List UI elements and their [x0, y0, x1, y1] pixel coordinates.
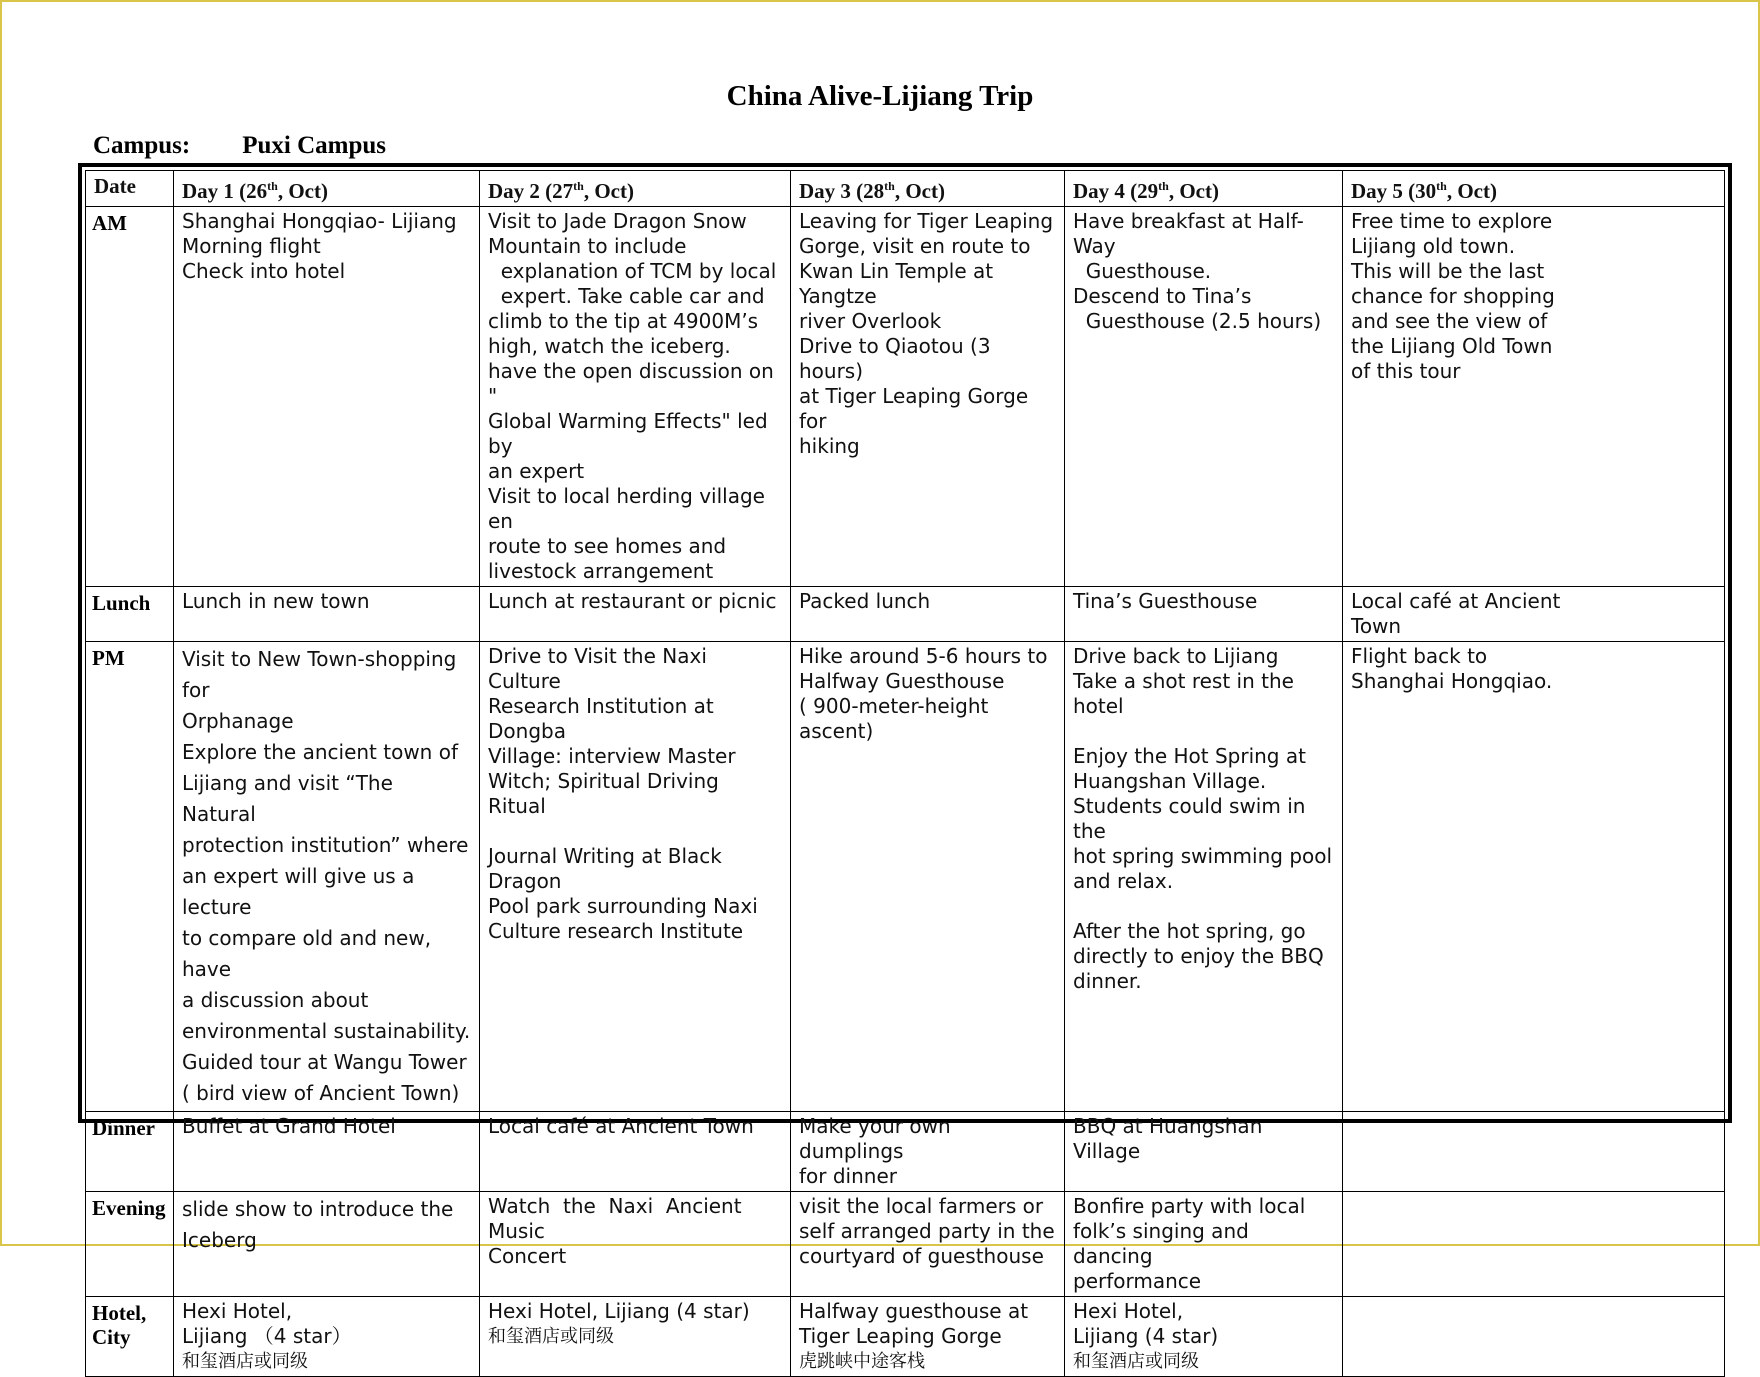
- text-line: folk’s singing and dancing: [1073, 1219, 1256, 1268]
- pm-day-2-part-2: [488, 844, 782, 944]
- text-line: Guesthouse (2.5 hours): [1073, 309, 1322, 333]
- text-line: Explore the ancient town of: [182, 740, 458, 764]
- hotel-day-3-name: [799, 1299, 1056, 1349]
- text-line: Culture research Institute: [488, 919, 744, 943]
- text-line: ( bird view of Ancient Town): [182, 1081, 460, 1105]
- header-row: [86, 171, 1725, 207]
- row-evening: [86, 1192, 1725, 1297]
- text-line: to compare old and new, have: [182, 926, 438, 981]
- campus-line: [93, 132, 386, 160]
- text-line: Students could swim in the: [1073, 794, 1312, 843]
- header-day-5: Day 5 (30th, Oct): [1343, 171, 1725, 207]
- page-title: China Alive-Lijiang Trip: [726, 80, 1034, 112]
- text-line: hiking: [799, 434, 860, 458]
- itinerary-table: [85, 170, 1725, 1377]
- text-line: Flight back to: [1351, 644, 1488, 668]
- evening-day-4: [1065, 1192, 1343, 1297]
- row-am: [86, 207, 1725, 587]
- text-line: climb to the tip at 4900M’s: [488, 309, 759, 333]
- hotel-day-4-name: [1073, 1299, 1334, 1349]
- evening-day-5: [1343, 1192, 1725, 1297]
- text-line: visit the local farmers or: [799, 1194, 1044, 1218]
- text-line: This will be the last: [1351, 259, 1545, 283]
- pm-day-4-part-2: [1073, 744, 1334, 894]
- text-line: Tina’s Guesthouse: [1073, 589, 1258, 613]
- row-label-evening: Evening: [86, 1192, 174, 1297]
- am-day-1: [174, 207, 480, 587]
- text-line: After the hot spring, go: [1073, 919, 1306, 943]
- text-line: Journal Writing at Black Dragon: [488, 844, 729, 893]
- text-line: Lijiang （4 star）: [182, 1324, 352, 1348]
- hotel-day-1-chinese: 和玺酒店或同级: [182, 1351, 308, 1372]
- text-line: route to see homes and: [488, 534, 727, 558]
- row-label-dinner: Dinner: [86, 1112, 174, 1192]
- text-line: expert. Take cable car and: [488, 284, 765, 308]
- hotel-day-2-chinese: 和玺酒店或同级: [488, 1326, 614, 1347]
- text-line: Iceberg: [182, 1228, 257, 1252]
- text-line: for dinner: [799, 1164, 897, 1188]
- text-line: Gorge, visit en route to: [799, 234, 1031, 258]
- text-line: performance: [1073, 1269, 1202, 1293]
- text-line: Watch the Naxi Ancient Music: [488, 1194, 755, 1243]
- pm-day-1: [174, 642, 480, 1112]
- dinner-day-2: [480, 1112, 791, 1192]
- text-line: ( 900-meter-height ascent): [799, 694, 995, 743]
- hotel-day-3-chinese: 虎跳峡中途客栈: [799, 1351, 925, 1372]
- campus-value: Puxi Campus: [242, 132, 387, 159]
- text-line: an expert will give us a lecture: [182, 864, 421, 919]
- text-line: Mountain to include: [488, 234, 687, 258]
- hotel-day-5: [1343, 1297, 1725, 1377]
- row-label-am: AM: [86, 207, 174, 587]
- text-line: Halfway Guesthouse: [799, 669, 1005, 693]
- dinner-day-5: [1343, 1112, 1725, 1192]
- text-line: high, watch the iceberg.: [488, 334, 731, 358]
- text-line: Lijiang old town.: [1351, 234, 1516, 258]
- text-line: Drive to Visit the Naxi Culture: [488, 644, 714, 693]
- hotel-day-2: [480, 1297, 791, 1377]
- text-line: Shanghai Hongqiao.: [1351, 669, 1553, 693]
- pm-day-2-part-1: [488, 644, 782, 819]
- text-line: Guided tour at Wangu Tower: [182, 1050, 467, 1074]
- text-line: Hexi Hotel,: [1073, 1299, 1184, 1323]
- text-line: courtyard of guesthouse: [799, 1244, 1044, 1268]
- text-line: Bonfire party with local: [1073, 1194, 1306, 1218]
- text-line: Lunch in new town: [182, 589, 370, 613]
- text-line: Packed lunch: [799, 589, 931, 613]
- row-label-lunch: Lunch: [86, 587, 174, 642]
- row-lunch: [86, 587, 1725, 642]
- text-line: Witch; Spiritual Driving Ritual: [488, 769, 726, 818]
- text-line: an expert: [488, 459, 585, 483]
- text-line: and see the view of: [1351, 309, 1548, 333]
- am-day-3: [791, 207, 1065, 587]
- lunch-day-5: [1343, 587, 1725, 642]
- text-line: directly to enjoy the BBQ: [1073, 944, 1324, 968]
- hotel-day-3: [791, 1297, 1065, 1377]
- text-line: Have breakfast at Half-Way: [1073, 209, 1304, 258]
- text-line: environmental sustainability.: [182, 1019, 471, 1043]
- hotel-day-4-chinese: 和玺酒店或同级: [1073, 1351, 1199, 1372]
- itinerary-frame: [78, 163, 1732, 1372]
- text-line: Hike around 5-6 hours to: [799, 644, 1048, 668]
- text-line: Visit to local herding village en: [488, 484, 772, 533]
- text-line: hot spring swimming pool: [1073, 844, 1333, 868]
- text-line: Local café at Ancient Town: [488, 1114, 754, 1138]
- text-line: Visit to New Town-shopping for: [182, 647, 463, 702]
- header-day-2: Day 2 (27th, Oct): [480, 171, 791, 207]
- pm-day-4-part-3: [1073, 919, 1334, 994]
- text-line: Drive to Qiaotou (3 hours): [799, 334, 997, 383]
- evening-day-3: [791, 1192, 1065, 1297]
- text-line: Hexi Hotel, Lijiang (4 star): [488, 1299, 750, 1323]
- pm-day-4: [1065, 642, 1343, 1112]
- text-line: have the open discussion on ": [488, 359, 781, 408]
- text-line: Descend to Tina’s: [1073, 284, 1252, 308]
- text-line: Lunch at restaurant or picnic: [488, 589, 777, 613]
- header-day-3: Day 3 (28th, Oct): [791, 171, 1065, 207]
- lunch-day-1: [174, 587, 480, 642]
- text-line: Drive back to Lijiang: [1073, 644, 1279, 668]
- text-line: protection institution” where: [182, 833, 469, 857]
- row-pm: [86, 642, 1725, 1112]
- dinner-day-3: [791, 1112, 1065, 1192]
- text-line: chance for shopping: [1351, 284, 1555, 308]
- text-line: Global Warming Effects" led by: [488, 409, 774, 458]
- header-day-4: Day 4 (29th, Oct): [1065, 171, 1343, 207]
- text-line: Tiger Leaping Gorge: [799, 1324, 1002, 1348]
- pm-day-5: [1343, 642, 1725, 1112]
- text-line: Morning flight: [182, 234, 321, 258]
- row-hotel: [86, 1297, 1725, 1377]
- text-line: Huangshan Village.: [1073, 769, 1267, 793]
- text-line: Check into hotel: [182, 259, 346, 283]
- header-date: Date: [86, 171, 174, 207]
- text-line: and relax.: [1073, 869, 1174, 893]
- text-line: Local café at Ancient: [1351, 589, 1561, 613]
- text-line: Orphanage: [182, 709, 294, 733]
- text-line: explanation of TCM by local: [488, 259, 777, 283]
- hotel-day-2-name: [488, 1299, 782, 1324]
- text-line: Leaving for Tiger Leaping: [799, 209, 1054, 233]
- pm-day-3: [791, 642, 1065, 1112]
- text-line: Shanghai Hongqiao- Lijiang: [182, 209, 457, 233]
- am-day-5: [1343, 207, 1725, 587]
- text-line: dinner.: [1073, 969, 1142, 993]
- row-label-pm: PM: [86, 642, 174, 1112]
- text-line: Research Institution at Dongba: [488, 694, 721, 743]
- text-line: a discussion about: [182, 988, 369, 1012]
- text-line: Guesthouse.: [1073, 259, 1212, 283]
- am-day-2: [480, 207, 791, 587]
- text-line: river Overlook: [799, 309, 942, 333]
- lunch-day-3: [791, 587, 1065, 642]
- text-line: Free time to explore: [1351, 209, 1553, 233]
- lunch-day-4: [1065, 587, 1343, 642]
- text-line: Village: interview Master: [488, 744, 736, 768]
- hotel-day-1-name: [182, 1299, 471, 1349]
- text-line: at Tiger Leaping Gorge for: [799, 384, 1048, 433]
- hotel-day-1: [174, 1297, 480, 1377]
- text-line: Concert: [488, 1244, 567, 1268]
- text-line: slide show to introduce the: [182, 1197, 454, 1221]
- text-line: livestock arrangement: [488, 559, 714, 583]
- am-day-4: [1065, 207, 1343, 587]
- header-day-1: Day 1 (26th, Oct): [174, 171, 480, 207]
- text-line: Make your own dumplings: [799, 1114, 957, 1163]
- pm-day-4-part-1: [1073, 644, 1334, 719]
- text-line: the Lijiang Old Town: [1351, 334, 1553, 358]
- text-line: Lijiang (4 star): [1073, 1324, 1219, 1348]
- lunch-day-2: [480, 587, 791, 642]
- text-line: Kwan Lin Temple at Yangtze: [799, 259, 1000, 308]
- row-dinner: [86, 1112, 1725, 1192]
- text-line: Enjoy the Hot Spring at: [1073, 744, 1306, 768]
- text-line: Halfway guesthouse at: [799, 1299, 1029, 1323]
- text-line: Buffet at Grand Hotel: [182, 1114, 396, 1138]
- pm-day-2: [480, 642, 791, 1112]
- evening-day-1: [174, 1192, 480, 1297]
- text-line: self arranged party in the: [799, 1219, 1055, 1243]
- dinner-day-1: [174, 1112, 480, 1192]
- text-line: BBQ at Huangshan Village: [1073, 1114, 1269, 1163]
- evening-day-2: [480, 1192, 791, 1297]
- hotel-day-4: [1065, 1297, 1343, 1377]
- text-line: Take a shot rest in the hotel: [1073, 669, 1301, 718]
- text-line: of this tour: [1351, 359, 1461, 383]
- text-line: Hexi Hotel,: [182, 1299, 293, 1323]
- text-line: Visit to Jade Dragon Snow: [488, 209, 747, 233]
- text-line: Pool park surrounding Naxi: [488, 894, 758, 918]
- text-line: Lijiang and visit “The Natural: [182, 771, 400, 826]
- row-label-hotel: Hotel, City: [86, 1297, 174, 1377]
- dinner-day-4: [1065, 1112, 1343, 1192]
- text-line: Town: [1351, 614, 1402, 638]
- campus-label: Campus:: [93, 132, 191, 159]
